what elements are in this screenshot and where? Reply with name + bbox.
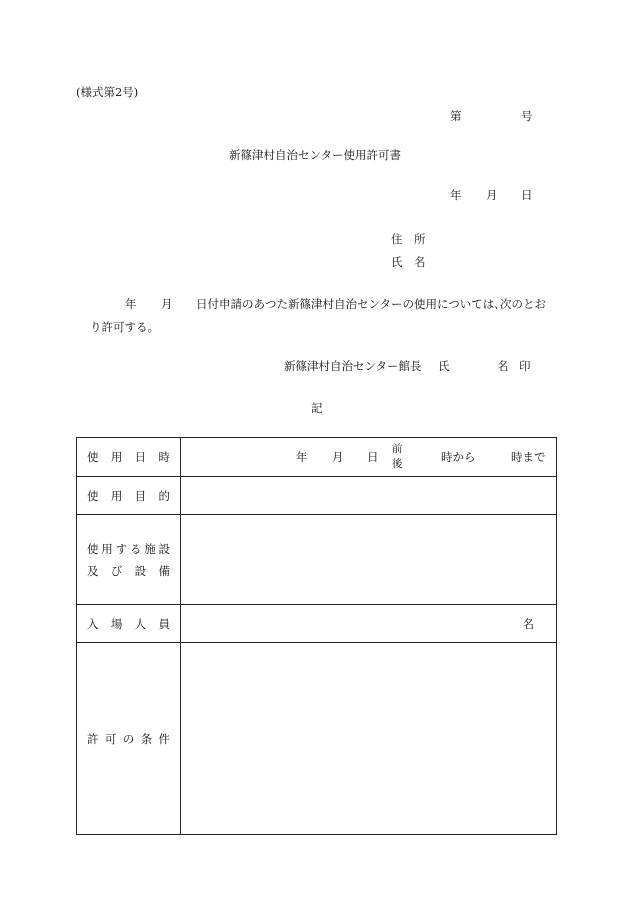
label-char: 的 (158, 488, 170, 503)
dt-pm: 後 (392, 458, 403, 470)
label-char: 使 (87, 488, 99, 503)
form-number: (様式第2号) (76, 85, 139, 99)
dt-year: 年 (296, 450, 308, 464)
label-char: 設 (158, 541, 170, 556)
label-char: の (122, 731, 135, 746)
name-label-2: 名 (414, 255, 426, 269)
dt-am: 前 (392, 443, 403, 455)
label-char: 日 (134, 450, 147, 464)
dt-from: 時から (441, 450, 476, 464)
label-usage-purpose (77, 477, 181, 515)
row-usage-datetime (77, 438, 557, 477)
ki-heading: 記 (311, 401, 323, 415)
label-char: 用 (110, 488, 123, 503)
dt-month: 月 (332, 450, 344, 464)
value-conditions[interactable] (181, 643, 557, 835)
label-char: る (129, 541, 142, 556)
body-year: 年 (125, 297, 137, 311)
label-usage-datetime (77, 438, 181, 477)
address-label-1: 住 (391, 232, 403, 246)
label-char: す (115, 541, 128, 556)
row-conditions (77, 643, 557, 835)
document-title: 新篠津村自治センター使用許可書 (229, 148, 402, 162)
body-text-line1: 日付申請のあつた新篠津村自治センターの使用については､次のとお (196, 297, 547, 311)
label-char: 許 (87, 731, 99, 746)
label-char: 設 (134, 563, 147, 578)
label-char: 条 (140, 731, 153, 746)
label-char: 場 (110, 616, 123, 631)
attendance-unit: 名 (522, 616, 534, 631)
dt-to: 時まで (511, 450, 546, 464)
name-label-1: 氏 (391, 255, 403, 269)
value-facilities[interactable] (181, 515, 557, 605)
row-attendance (77, 605, 557, 643)
label-attendance (77, 605, 181, 643)
label-conditions (77, 643, 181, 835)
label-facilities (77, 515, 181, 605)
address-label-2: 所 (414, 232, 426, 246)
label-char: 目 (134, 488, 147, 503)
issuer-org: 新篠津村自治センター館長 (284, 359, 422, 373)
seal-mark: 印 (519, 359, 531, 373)
date-month: 月 (486, 188, 498, 202)
label-char: 時 (158, 450, 170, 464)
label-char: 員 (158, 616, 170, 631)
dt-day: 日 (367, 450, 379, 464)
number-dai: 第 (450, 109, 462, 123)
label-char: び (110, 563, 123, 578)
issuer-shi: 氏 (438, 359, 450, 373)
issuer-mei: 名 (497, 359, 509, 373)
label-char: 用 (101, 541, 113, 556)
permit-table (76, 437, 557, 835)
label-char: 用 (110, 450, 123, 464)
body-text-line2: り許可する。 (90, 320, 159, 334)
label-char: 及 (87, 563, 99, 578)
row-facilities (77, 515, 557, 605)
label-char: 使 (87, 541, 99, 556)
label-char: 施 (144, 541, 156, 556)
label-char: 件 (158, 731, 170, 746)
label-char: 入 (87, 616, 99, 631)
value-attendance[interactable] (181, 605, 557, 643)
value-usage-purpose[interactable] (181, 477, 557, 515)
label-char: 備 (158, 563, 170, 578)
number-go: 号 (521, 109, 533, 123)
row-usage-purpose (77, 477, 557, 515)
body-month: 月 (161, 297, 173, 311)
label-char: 人 (134, 616, 147, 631)
label-char: 可 (104, 731, 117, 746)
date-day: 日 (521, 188, 533, 202)
value-usage-datetime[interactable] (181, 438, 557, 477)
label-char: 使 (87, 450, 99, 464)
date-year: 年 (450, 188, 462, 202)
